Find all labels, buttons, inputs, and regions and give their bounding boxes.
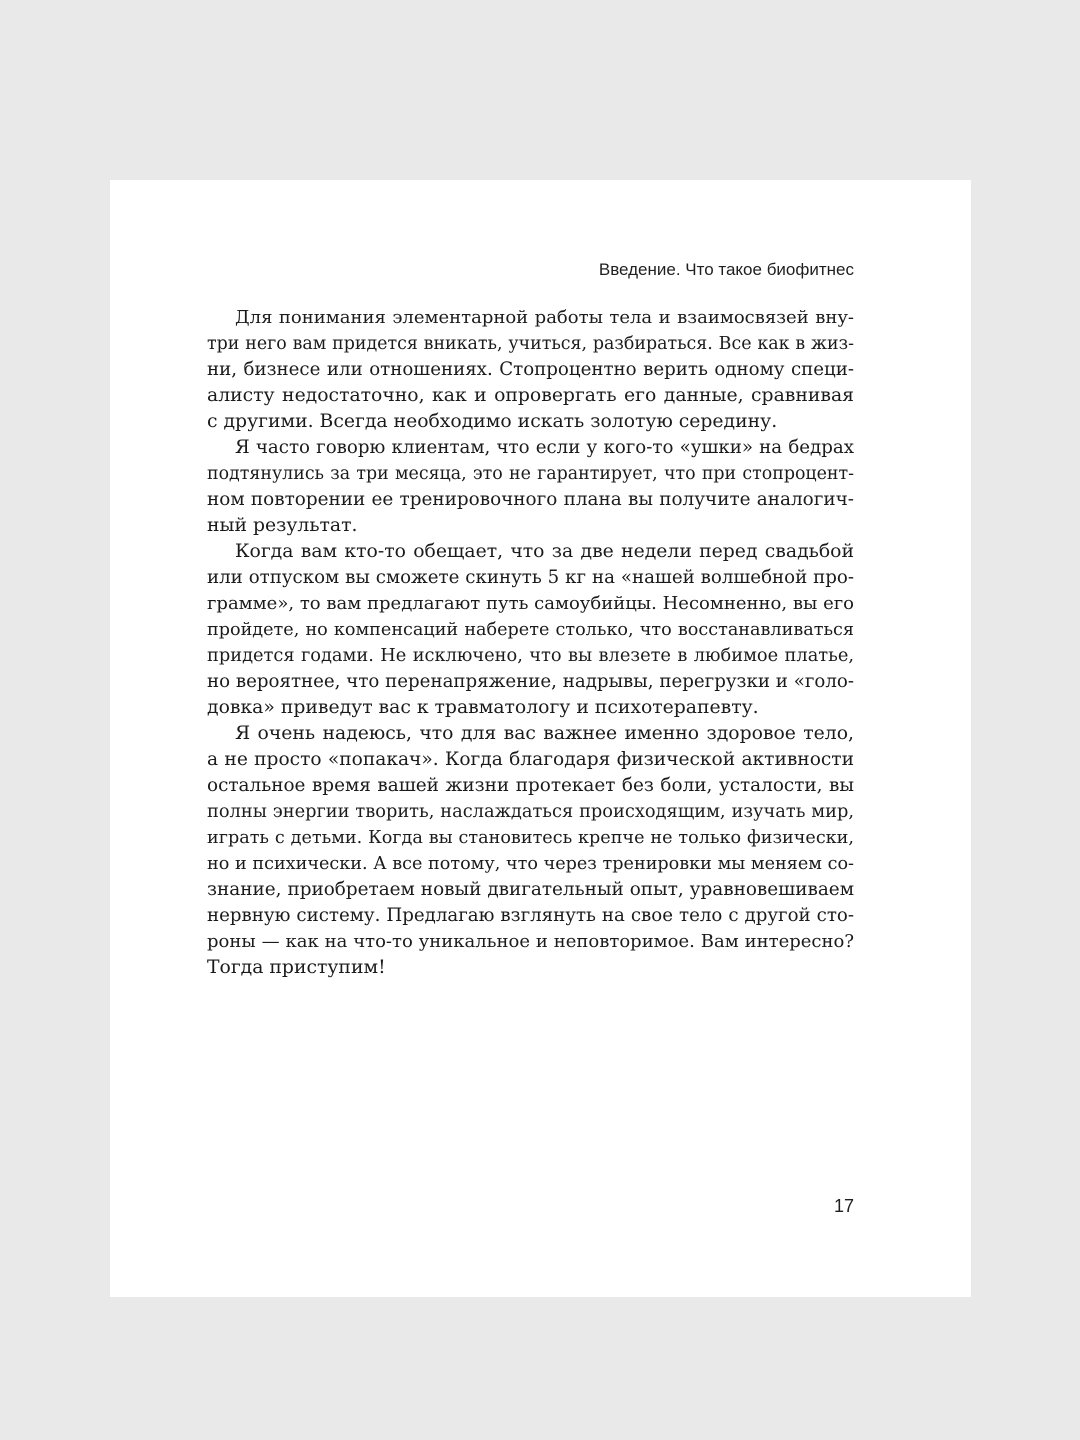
text-line: нервную систему. Предлагаю взглянуть на свое тело с другой сто- — [207, 905, 854, 926]
text-line: роны — как на что-то уникальное и неповторимое. Вам интересно? — [207, 931, 854, 952]
text-line: грамме», то вам предлагают путь самоубийцы. Несомненно, вы его — [207, 593, 854, 614]
paragraph — [207, 539, 854, 721]
text-line: знание, приобретаем новый двигательный опыт, уравновешиваем — [207, 879, 854, 900]
text-line: остальное время вашей жизни протекает без боли, усталости, вы — [207, 775, 854, 796]
page-number: 17 — [833, 1196, 854, 1216]
running-header: Введение. Что такое биофитнес — [598, 260, 854, 279]
text-line: с другими. Всегда необходимо искать золотую середину. — [207, 411, 778, 432]
book-page — [110, 180, 971, 1297]
text-line: Я часто говорю клиентам, что если у кого-то «ушки» на бедрах — [235, 437, 854, 458]
text-line: придется годами. Не исключено, что вы влезете в любимое платье, — [207, 645, 854, 666]
text-line: ный результат. — [207, 515, 358, 536]
text-line: Я очень надеюсь, что для вас важнее именно здоровое тело, — [235, 723, 854, 744]
paragraph — [207, 721, 854, 981]
text-line: пройдете, но компенсаций наберете столько, что восстанавливаться — [207, 620, 854, 640]
body-text — [207, 305, 854, 981]
text-line: довка» приведут вас к травматологу и психотерапевту. — [207, 697, 759, 718]
text-line: Тогда приступим! — [207, 957, 386, 978]
text-line: а не просто «попакач». Когда благодаря физической активности — [207, 749, 854, 770]
text-line: ни, бизнесе или отношениях. Стопроцентно верить одному специ- — [207, 359, 854, 380]
text-line: ном повторении ее тренировочного плана вы получите аналогич- — [207, 489, 854, 510]
text-line: играть с детьми. Когда вы становитесь крепче не только физически, — [207, 828, 854, 848]
text-line: но вероятнее, что перенапряжение, надрывы, перегрузки и «голо- — [207, 671, 854, 692]
text-line: подтянулись за три месяца, это не гарантирует, что при стопроцент- — [207, 464, 854, 484]
text-line: но и психически. А все потому, что через тренировки мы меняем со- — [207, 854, 854, 874]
text-line: Когда вам кто-то обещает, что за две недели перед свадьбой — [235, 541, 854, 562]
text-line: Для понимания элементарной работы тела и взаимосвязей вну- — [235, 307, 854, 328]
text-line: алисту недостаточно, как и опровергать его данные, сравнивая — [207, 385, 854, 406]
text-line: три него вам придется вникать, учиться, разбираться. Все как в жиз- — [207, 334, 854, 354]
text-line: полны энергии творить, наслаждаться происходящим, изучать мир, — [207, 801, 854, 822]
text-line: или отпуском вы сможете скинуть 5 кг на «нашей волшебной про- — [207, 567, 854, 588]
paragraph — [207, 305, 854, 435]
paragraph — [207, 435, 854, 539]
